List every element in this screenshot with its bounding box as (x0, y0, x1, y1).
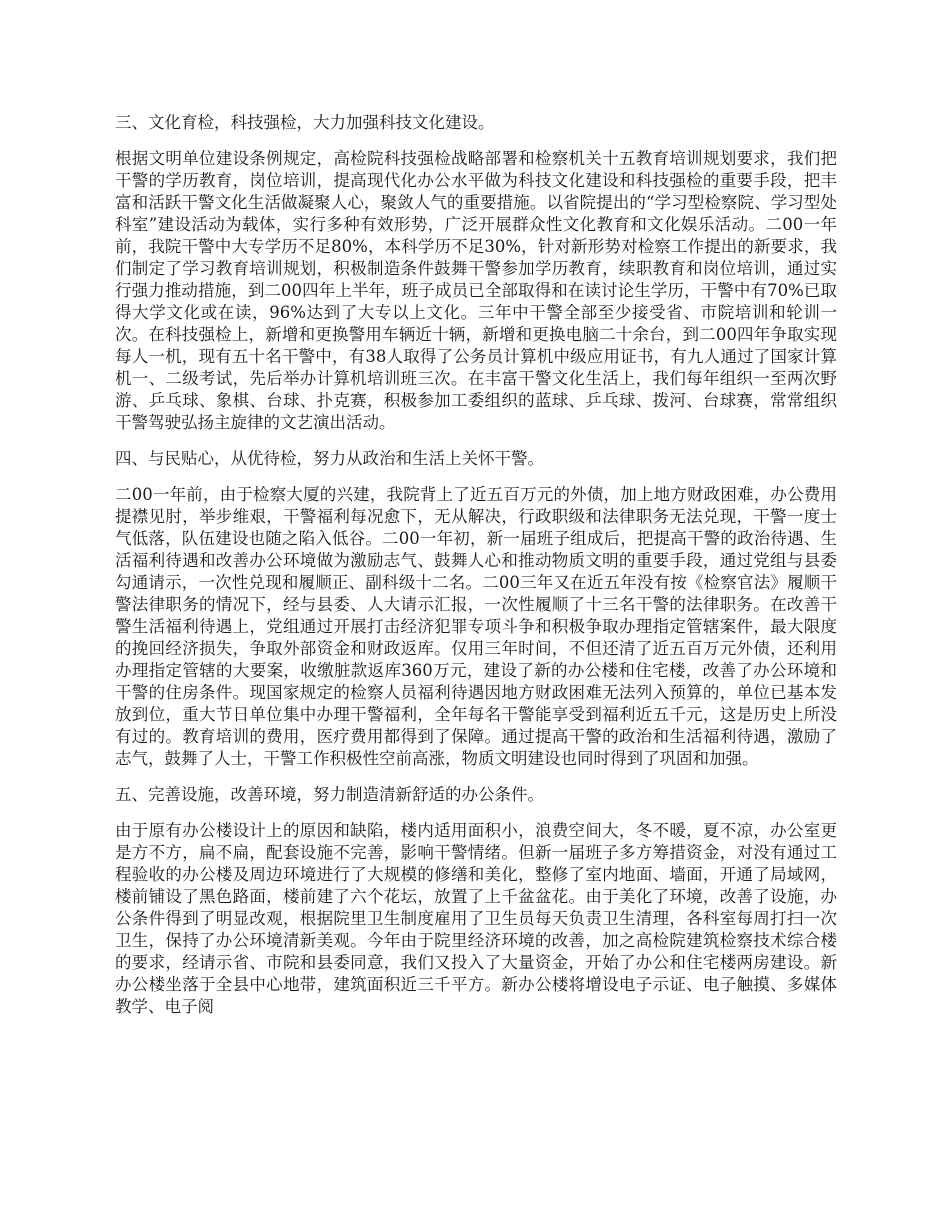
section-body-5: 由于原有办公楼设计上的原因和缺陷，楼内适用面积小，浪费空间大，冬不暖，夏不凉，办公室更是方不方，扁不扁，配套设施不完善，影响干警情绪。但新一届班子多方筹措资金，对没有通过工程验收的办公楼及周边环境进行了大规模的修缮和美化，整修了室内地面、墙面，开通了局域网，楼前铺设了黑色路面，楼前建了六个花坛，放置了上千盆盆花。由于美化了环境，改善了设施，办公条件得到了明显改观，根据院里卫生制度雇用了卫生员每天负责卫生清理，各科室每周打扫一次卫生，保持了办公环境清新美观。今年由于院里经济环境的改善，加之高检院建筑检察技术综合楼的要求，经请示省、市院和县委同意，我们又投入了大量资金，开始了办公和住宅楼两房建设。新办公楼坐落于全县中心地带，建筑面积近三千平方。新办公楼将增设电子示证、电子触摸、多媒体教学、电子阅 (115, 821, 837, 1016)
section-heading-3: 三、文化育检，科技强检，大力加强科技文化建设。 (115, 113, 495, 132)
section-heading-4: 四、与民贴心，从优待检，努力从政治和生活上关怀干警。 (115, 449, 544, 468)
document-page (115, 112, 837, 1032)
section-heading-5: 五、完善设施，改善环境，努力制造清新舒适的办公条件。 (115, 785, 544, 804)
section-body-3: 根据文明单位建设条例规定，高检院科技强检战略部署和检察机关十五教育培训规划要求，我们把干警的学历教育，岗位培训，提高现代化办公水平做为科技文化建设和科技强检的重要手段，把丰富和活跃干警文化生活做凝聚人心，聚敛人气的重要措施。以省院提出的“学习型检察院、学习型处科室”建设活动为载体，实行多种有效形势，广泛开展群众性文化教育和文化娱乐活动。二00一年前，我院干警中大专学历不足80%，本科学历不足30%，针对新形势对检察工作提出的新要求，我们制定了学习教育培训规划，积极制造条件鼓舞干警参加学历教育，续职教育和岗位培训，通过实行强力推动措施，到二00四年上半年，班子成员已全部取得和在读讨论生学历，干警中有70%已取得大学文化或在读，96%达到了大专以上文化。三年中干警全部至少接受省、市院培训和轮训一次。在科技强检上，新增和更换警用车辆近十辆，新增和更换电脑二十余台，到二00四年争取实现每人一机，现有五十名干警中，有38人取得了公务员计算机中级应用证书，有九人通过了国家计算机一、二级考试，先后举办计算机培训班三次。在丰富干警文化生活上，我们每年组织一至两次野游、乒乓球、象棋、台球、扑克赛，积极参加工委组织的蓝球、乒乓球、拨河、台球赛，常常组织干警驾驶弘扬主旋律的文艺演出活动。 (115, 149, 837, 432)
section-body-4: 二00一年前，由于检察大厦的兴建，我院背上了近五百万元的外债，加上地方财政困难，办公费用提襟见肘，举步维艰，干警福利每况愈下，无从解决，行政职级和法律职务无法兑现，干警一度士气低落，队伍建设也随之陷入低谷。二00一年初，新一届班子组成后，把提高干警的政治待遇、生活福利待遇和改善办公环境做为激励志气、鼓舞人心和推动物质文明的重要手段，通过党组与县委勾通请示，一次性兑现和履顺正、副科级十二名。二00三年又在近五年没有按《检察官法》履顺干警法律职务的情况下，经与县委、人大请示汇报，一次性履顺了十三名干警的法律职务。在改善干警生活福利待遇上，党组通过开展打击经济犯罪专项斗争和积极争取办理指定管辖案件，最大限度的挽回经济损失，争取外部资金和财政返库。仅用三年时间，不但还清了近五百万元外债，还利用办理指定管辖的大要案，收缴脏款返库360万元，建设了新的办公楼和住宅楼，改善了办公环境和干警的住房条件。现国家规定的检察人员福利待遇因地方财政困难无法列入预算的，单位已基本发放到位，重大节日单位集中办理干警福利，全年每名干警能享受到福利近五千元，这是历史上所没有过的。教育培训的费用，医疗费用都得到了保障。通过提高干警的政治和生活福利待遇，激励了志气，鼓舞了人士，干警工作积极性空前高涨，物质文明建设也同时得到了巩固和加强。 (115, 485, 837, 768)
